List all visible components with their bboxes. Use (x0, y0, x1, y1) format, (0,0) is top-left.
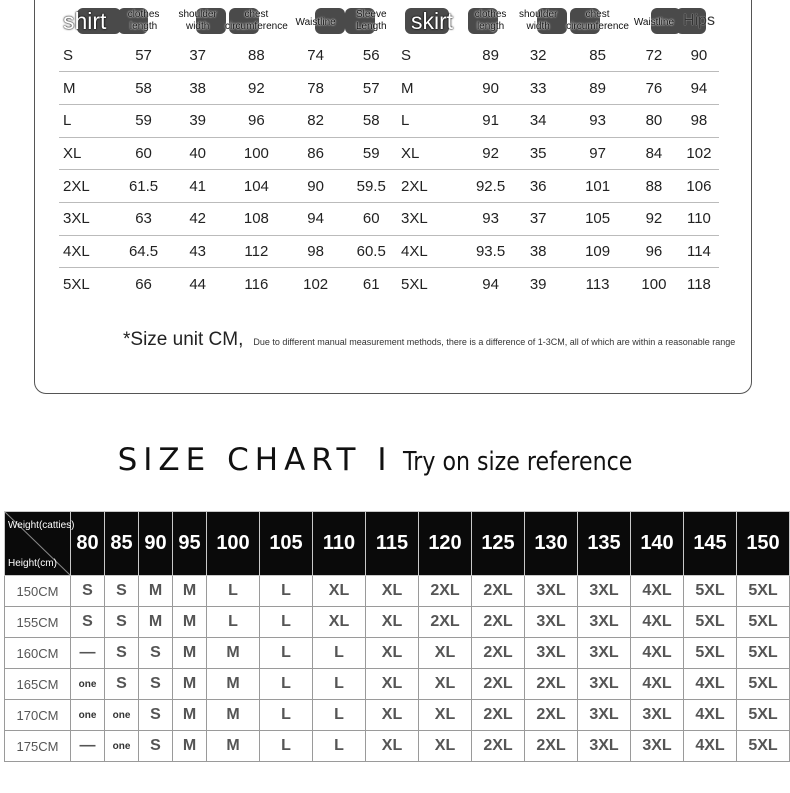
weight-header-135: 135 (578, 512, 631, 576)
measurement-cell: 37 (510, 202, 566, 235)
header-line: shoulder (518, 8, 558, 20)
measurement-cell: 88 (225, 39, 288, 72)
table-row (59, 72, 399, 105)
size-cell: 2XL (525, 669, 578, 700)
size-cell: 5XL (684, 607, 737, 638)
weight-header-140: 140 (631, 512, 684, 576)
size-cell: M (207, 731, 260, 762)
size-cell: 3XL (578, 700, 631, 731)
measurement-cell: 94 (288, 202, 344, 235)
size-label: L (59, 104, 117, 137)
size-cell: 3XL (578, 669, 631, 700)
measurement-cell: 89 (566, 72, 629, 105)
measurement-cell: 118 (686, 275, 711, 293)
size-cell: 2XL (472, 607, 525, 638)
size-cell: XL (313, 607, 366, 638)
measurement-cell: 39 (170, 104, 225, 137)
shirt_table-header-1 (170, 3, 225, 39)
shirt_table-header-2 (225, 3, 288, 39)
measurement-cell: 33 (510, 72, 566, 105)
table-row (59, 39, 399, 72)
measurement-cell: 40 (170, 137, 225, 170)
size-label: 2XL (397, 170, 471, 203)
measurement-cell: 32 (510, 39, 566, 72)
size-unit-note (123, 329, 735, 351)
shirt-title-cell (59, 3, 117, 39)
measurement-cell: 37 (170, 39, 225, 72)
measurement-cell: 72 (629, 39, 679, 72)
size-cell: L (207, 607, 260, 638)
size-cell: one (71, 700, 105, 731)
size-label: 4XL (397, 235, 471, 268)
header-line: Waistline (295, 17, 336, 28)
size-cell: 3XL (525, 576, 578, 607)
skirt_table-header-1 (510, 3, 566, 39)
size-chart-title (0, 442, 790, 478)
measurement-cell: 94 (679, 72, 719, 105)
header-text (634, 17, 674, 29)
weight-header-90: 90 (139, 512, 173, 576)
size-cell: 5XL (737, 638, 790, 669)
measurement-cell: 59 (343, 137, 399, 170)
table-row (397, 170, 719, 203)
measurement-cell: 91 (471, 104, 510, 137)
header-line: shoulder (178, 8, 217, 20)
size-cell: 2XL (419, 607, 472, 638)
weight-header-115: 115 (366, 512, 419, 576)
table-row (397, 268, 719, 301)
size-cell: M (207, 669, 260, 700)
table-row (5, 607, 790, 638)
measurement-cell: 56 (343, 39, 399, 72)
table-row (59, 170, 399, 203)
header-text (475, 9, 507, 33)
header-line: circumference (224, 20, 288, 32)
size-cell: L (313, 700, 366, 731)
height-label: 170CM (5, 700, 71, 731)
header-text (356, 9, 387, 33)
measurement-cell: 98 (679, 104, 719, 137)
skirt_table-header-2 (566, 3, 629, 39)
size-cell: S (139, 669, 173, 700)
table-row (5, 700, 790, 731)
measurement-cell: 100 (225, 137, 288, 170)
measurement-cell: 60 (343, 202, 399, 235)
measurement-cell: 86 (288, 137, 344, 170)
shirt-size-table (59, 3, 399, 301)
measurement-cell: 110 (679, 202, 719, 235)
header-text (178, 9, 216, 33)
size-cell: 5XL (737, 669, 790, 700)
weight-header-120: 120 (419, 512, 472, 576)
header-line: length (476, 20, 505, 32)
measurement-cell: 102 (679, 137, 719, 170)
table-row (397, 137, 719, 170)
measurement-cell: 38 (510, 235, 566, 268)
header-text (128, 9, 160, 33)
size-cell: 4XL (684, 669, 737, 700)
measurement-cell: 100 (641, 275, 667, 293)
size-cell: S (105, 576, 139, 607)
size-cell: — (71, 638, 105, 669)
height-label: 150CM (5, 576, 71, 607)
size-cell: XL (419, 700, 472, 731)
measurement-cell: 92 (471, 137, 510, 170)
weight-header-125: 125 (472, 512, 525, 576)
measurement-cell: 60 (117, 137, 171, 170)
size-cell: one (71, 669, 105, 700)
shirt_table-header-0 (117, 3, 171, 39)
size-cell: S (71, 576, 105, 607)
measurement-cell: 85 (566, 39, 629, 72)
measurement-cell: 58 (117, 72, 171, 105)
size-cell: 2XL (525, 731, 578, 762)
note-detail: Due to different manual measurement methods, there is a difference of 1-3CM, all of which are within a reasonable range (253, 337, 736, 347)
header-text (296, 17, 336, 29)
corner-cell (5, 512, 75, 576)
size-cell: M (173, 576, 207, 607)
measurement-cell: 76 (629, 72, 679, 105)
measurement-cell: 112 (225, 235, 288, 268)
weight-header-80: 80 (71, 512, 105, 576)
size-cell: M (139, 607, 173, 638)
header-text (519, 9, 557, 33)
skirt-title-cell (397, 3, 471, 39)
measurement-cell: 93 (471, 202, 510, 235)
header-line: length (129, 20, 158, 32)
size-cell: M (173, 607, 207, 638)
measurement-cell: 96 (225, 104, 288, 137)
size-label: M (59, 72, 117, 105)
size-label: L (397, 104, 471, 137)
size-cell: XL (366, 607, 419, 638)
height-label: 175CM (5, 731, 71, 762)
measurement-cell: 113 (585, 275, 610, 293)
header-line: width (185, 20, 210, 32)
measurement-cell: 90 (288, 170, 344, 203)
header-line: Length (355, 20, 387, 32)
table-row (5, 731, 790, 762)
skirt_table-header-0 (471, 3, 510, 39)
measurement-cell: 42 (170, 202, 225, 235)
size-cell: S (71, 607, 105, 638)
size-cell: M (173, 638, 207, 669)
size-label: M (397, 72, 471, 105)
weight-header-110: 110 (313, 512, 366, 576)
measurement-cell: 60.5 (343, 235, 399, 268)
size-cell: 3XL (631, 700, 684, 731)
size-label: XL (59, 137, 117, 170)
header-line: clothes (127, 8, 160, 20)
measurement-cell: 74 (288, 39, 344, 72)
size-cell: 3XL (525, 607, 578, 638)
size-label: 5XL (63, 275, 90, 293)
table-row (397, 104, 719, 137)
measurement-cell: 38 (170, 72, 225, 105)
table-row (59, 268, 399, 301)
size-cell: L (260, 576, 313, 607)
measurement-cell: 92.5 (471, 170, 510, 203)
size-cell: — (71, 731, 105, 762)
size-cell: M (207, 700, 260, 731)
size-cell: 3XL (578, 607, 631, 638)
size-cell: XL (313, 576, 366, 607)
shirt-title: shirt (63, 7, 107, 34)
measurement-cell: 57 (117, 39, 171, 72)
size-cell: M (139, 576, 173, 607)
measurement-cell: 58 (343, 104, 399, 137)
header-line: chest (585, 8, 610, 20)
measurement-cell: 34 (510, 104, 566, 137)
header-line: chest (244, 8, 269, 20)
measurement-cell: 116 (244, 275, 269, 293)
measurement-cell: 59 (117, 104, 171, 137)
header-text (566, 9, 629, 33)
note-main: *Size unit CM, (123, 329, 244, 350)
size-cell: L (260, 638, 313, 669)
weight-header-130: 130 (525, 512, 578, 576)
size-label: 3XL (397, 202, 471, 235)
size-cell: XL (366, 638, 419, 669)
header-text (225, 9, 288, 33)
measurement-cell: 35 (510, 137, 566, 170)
size-cell: L (260, 607, 313, 638)
size-cell: L (313, 731, 366, 762)
size-cell: 3XL (578, 638, 631, 669)
header-line: Sleeve (355, 8, 387, 20)
size-cell: L (313, 669, 366, 700)
weight-header-105: 105 (260, 512, 313, 576)
header-line: Hips (682, 12, 715, 29)
size-cell: 2XL (472, 731, 525, 762)
size-cell: 2XL (525, 700, 578, 731)
weight-header-100: 100 (207, 512, 260, 576)
measurement-cell: 66 (135, 275, 152, 293)
measurement-cell: 92 (629, 202, 679, 235)
measurement-cell: 64.5 (117, 235, 171, 268)
measurement-cell: 109 (566, 235, 629, 268)
measurement-cell: 105 (566, 202, 629, 235)
shirt_table-header-3 (288, 3, 344, 39)
size-label: 4XL (59, 235, 117, 268)
size-cell: M (173, 669, 207, 700)
measurement-cell: 90 (471, 72, 510, 105)
size-cell: 4XL (631, 638, 684, 669)
size-cell: S (139, 700, 173, 731)
table-row (5, 638, 790, 669)
header-line: width (526, 20, 550, 32)
table-row (59, 235, 399, 268)
measurement-cell: 88 (629, 170, 679, 203)
measurement-cell: 57 (343, 72, 399, 105)
measurement-cell: 92 (225, 72, 288, 105)
size-cell: L (260, 669, 313, 700)
measurement-cell: 82 (288, 104, 344, 137)
title-sub: Try on size reference (402, 447, 632, 477)
weight-header-95: 95 (173, 512, 207, 576)
size-cell: 4XL (631, 576, 684, 607)
size-cell: 5XL (737, 607, 790, 638)
size-cell: 2XL (472, 669, 525, 700)
size-cell: 5XL (684, 638, 737, 669)
skirt-size-table (397, 3, 719, 301)
size-cell: 3XL (578, 731, 631, 762)
measurement-cell: 93 (566, 104, 629, 137)
size-cell: XL (366, 576, 419, 607)
measurement-cell: 59.5 (343, 170, 399, 203)
measurement-cell: 104 (225, 170, 288, 203)
size-cell: 2XL (472, 576, 525, 607)
weight-header-85: 85 (105, 512, 139, 576)
size-cell: 5XL (737, 700, 790, 731)
height-label: 165CM (5, 669, 71, 700)
size-cell: 4XL (684, 731, 737, 762)
measurement-cell: 44 (189, 275, 206, 293)
size-cell: 5XL (684, 576, 737, 607)
table-row (59, 202, 399, 235)
size-label: 3XL (59, 202, 117, 235)
measurement-cell: 102 (303, 275, 329, 293)
corner-height-label: Height(cm) (8, 558, 57, 569)
size-cell: S (105, 669, 139, 700)
measurement-panel (34, 0, 752, 394)
size-cell: XL (366, 700, 419, 731)
measurement-cell: 89 (471, 39, 510, 72)
size-cell: 4XL (684, 700, 737, 731)
measurement-cell: 90 (679, 39, 719, 72)
size-cell: M (173, 700, 207, 731)
measurement-cell: 101 (566, 170, 629, 203)
size-cell: 3XL (525, 638, 578, 669)
size-cell: S (105, 607, 139, 638)
size-cell: 4XL (631, 607, 684, 638)
size-label: 2XL (59, 170, 117, 203)
table-row (59, 104, 399, 137)
measurement-cell: 94 (482, 275, 499, 293)
measurement-cell: 36 (510, 170, 566, 203)
size-cell: 2XL (472, 700, 525, 731)
size-cell: XL (419, 669, 472, 700)
table-row (397, 202, 719, 235)
measurement-cell: 108 (225, 202, 288, 235)
size-cell: 5XL (737, 576, 790, 607)
measurement-cell: 39 (529, 275, 547, 293)
size-label: S (397, 39, 471, 72)
size-cell: 2XL (419, 576, 472, 607)
height-label: 155CM (5, 607, 71, 638)
corner-weight-label: Weight(catties) (8, 520, 75, 531)
size-cell: 5XL (737, 731, 790, 762)
table-row (5, 669, 790, 700)
measurement-cell: 80 (629, 104, 679, 137)
size-cell: XL (366, 731, 419, 762)
size-cell: XL (366, 669, 419, 700)
height-label: 160CM (5, 638, 71, 669)
size-cell: M (207, 638, 260, 669)
size-cell: L (313, 638, 366, 669)
size-label: XL (397, 137, 471, 170)
measurement-cell: 61.5 (117, 170, 171, 203)
weight-header-150: 150 (737, 512, 790, 576)
weight-header-row (5, 512, 790, 576)
table-row (59, 137, 399, 170)
table-row (397, 72, 719, 105)
size-cell: L (207, 576, 260, 607)
header-text (683, 12, 715, 30)
table-row (5, 576, 790, 607)
size-reference-grid (4, 511, 790, 762)
skirt_table-header-4 (679, 3, 719, 39)
skirt-title: skirt (411, 7, 454, 34)
measurement-cell: 84 (629, 137, 679, 170)
size-cell: one (105, 731, 139, 762)
measurement-cell: 106 (679, 170, 719, 203)
title-main: SIZE CHART I (117, 442, 393, 478)
measurement-cell: 98 (288, 235, 344, 268)
size-label: S (59, 39, 117, 72)
skirt_table-header-3 (629, 3, 679, 39)
measurement-cell: 78 (288, 72, 344, 105)
measurement-cell: 96 (629, 235, 679, 268)
size-cell: one (105, 700, 139, 731)
measurement-cell: 41 (170, 170, 225, 203)
header-line: clothes (474, 8, 507, 20)
size-cell: S (139, 638, 173, 669)
shirt_table-header-4 (343, 3, 399, 39)
size-cell: 3XL (631, 731, 684, 762)
measurement-cell: 93.5 (471, 235, 510, 268)
skirt-header-row (397, 3, 719, 39)
header-line: circumference (566, 20, 629, 32)
shirt-header-row (59, 3, 399, 39)
size-cell: 2XL (472, 638, 525, 669)
size-cell: 4XL (631, 669, 684, 700)
measurement-cell: 97 (566, 137, 629, 170)
size-cell: XL (419, 638, 472, 669)
size-label: 5XL (401, 275, 428, 293)
measurement-cell: 63 (117, 202, 171, 235)
size-cell: 3XL (578, 576, 631, 607)
size-cell: XL (419, 731, 472, 762)
table-row (397, 39, 719, 72)
size-cell: L (260, 731, 313, 762)
table-row (397, 235, 719, 268)
header-line: Waistline (633, 17, 675, 28)
weight-header-145: 145 (684, 512, 737, 576)
measurement-cell: 61 (362, 275, 380, 293)
size-cell: L (260, 700, 313, 731)
size-cell: S (105, 638, 139, 669)
measurement-cell: 114 (679, 235, 719, 268)
measurement-cell: 43 (170, 235, 225, 268)
size-cell: M (173, 731, 207, 762)
size-cell: S (139, 731, 173, 762)
